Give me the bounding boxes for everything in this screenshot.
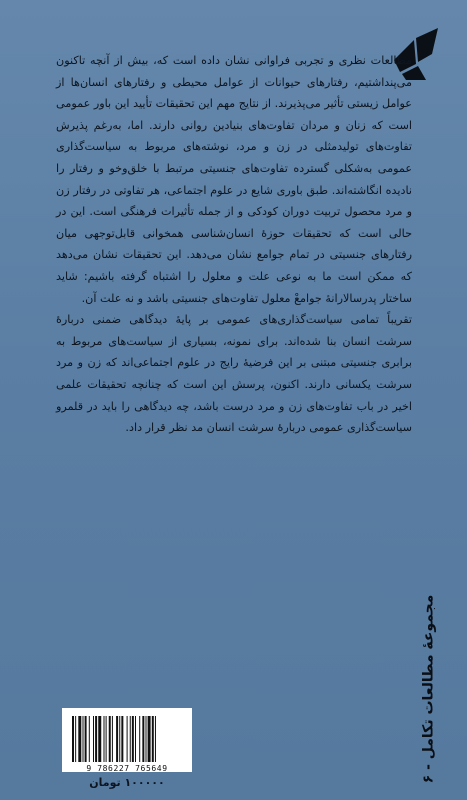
barcode-bar [116,716,118,762]
series-title [408,594,448,784]
barcode-bar [130,716,131,762]
barcode-bar [146,716,147,762]
back-cover-blurb [56,50,412,439]
barcode-bar [83,716,84,762]
isbn-number: 9 786227 765649 [86,764,168,773]
barcode-bar [155,716,156,762]
barcode-bar [104,716,105,762]
barcode-bar [72,716,74,762]
barcode-bar [93,716,94,762]
barcode-bar [106,716,107,762]
barcode-bar [152,716,154,762]
barcode-bar [121,716,123,762]
barcode-bar [75,716,76,762]
barcode-bar [85,716,87,762]
price-label: ۱۰۰۰۰۰ تومان [89,776,165,789]
barcode-bar [132,716,134,762]
barcode-bar [135,716,136,762]
blurb-paragraph-1: مطالعات نظری و تجربی فراوانی نشان داده است که، بیش از آنچه تاکنون می‌پنداشتیم، رفتارهای حیوانات از عوامل محیطی و رفتارهای انسان‌ها از عوامل زیستی تأثیر می‌پذیرند. از نتایج مهم این تحقیقات تأیید این باور عمومی است که زنان و مردان تفاوت‌های بنیادین روانی دارند. اما، به‌رغم پذیرش تفاوت‌های تولیدمثلی در زن و مرد، نوشته‌های مربوط به سیاست‌گذاری عمومی به‌شکلی گسترده تفاوت‌های جنسیتی مرتبط با خلق‌وخو و رفتار را نادیده انگاشته‌اند. طبق باوری شایع در علوم اجتماعی، هر تفاوتی در رفتار زن و مرد محصول تربیت دوران کودکی و از جمله تأثیرات فرهنگی است. این در حالی است که تحقیقات حوزهٔ انسان‌شناسی همخوانی قابل‌توجهی میان رفتارهای جنسیتی در تمام جوامع نشان می‌دهد. این تحقیقات نشان می‌دهد که ممکن است ما به نوعی علت و معلول را اشتباه گرفته باشیم: شاید ساختار پدرسالارانهٔ جوامعْ معلول تفاوت‌های جنسیتی باشد و نه علت آن. [56,54,412,305]
barcode-bar [139,716,140,762]
barcode-bar [109,716,111,762]
barcode-bar [112,716,113,762]
barcode-bar [142,716,144,762]
blurb-paragraph-2: تقریباً تمامی سیاست‌گذاری‌های عمومی بر پایهٔ دیدگاهی ضمنی دربارهٔ سرشت انسان بنا شده‌اند. برای نمونه، بسیاری از سیاست‌های مربوط به برابری جنسیتی مبتنی بر این فرضیهٔ رایج در علوم اجتماعی‌اند که زن و مرد سرشت یکسانی دارند. اکنون، پرسش این است که چنانچه تحقیقات علمی اخیر در باب تفاوت‌های زن و مرد درست باشد، چه دیدگاهی را باید در قلمرو سیاست‌گذاری عمومی دربارهٔ سرشت انسان مد نظر قرار داد. [56,313,412,435]
barcode-bar [95,716,97,762]
series-title-text: مجموعهٔ مطالعات تکامل - ۶ [420,594,437,784]
barcode-bar [148,716,151,762]
barcode-bar [127,716,128,762]
barcode-bar [89,716,90,762]
barcode [62,708,192,772]
barcode-bar [98,716,101,762]
barcode-bar [119,716,120,762]
barcode-bars [72,716,182,762]
barcode-bar [78,716,81,762]
